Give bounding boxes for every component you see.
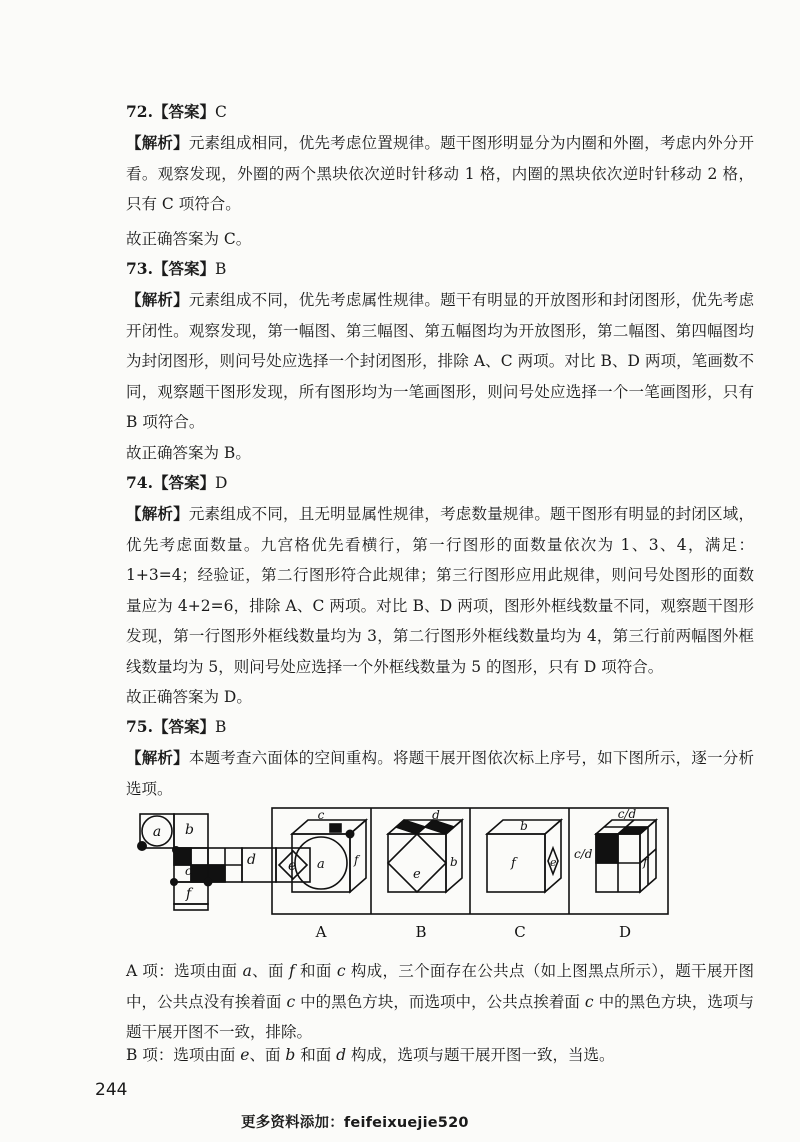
answer-letter: D bbox=[214, 474, 228, 492]
q74-analysis bbox=[95, 499, 754, 682]
net-label-d: d bbox=[247, 852, 256, 868]
option-a-top-label: c bbox=[317, 808, 325, 822]
q73-answer-line bbox=[95, 254, 754, 285]
text-run: 和面 bbox=[295, 1046, 337, 1064]
face-letter: b bbox=[285, 1046, 296, 1064]
cube-figure bbox=[130, 806, 670, 946]
answer-letter: B bbox=[214, 718, 227, 736]
net-label-f: f bbox=[186, 886, 192, 902]
q74-conclusion: 故正确答案为 D。 bbox=[126, 688, 252, 706]
option-b-analysis bbox=[95, 1040, 754, 1071]
answer-letter: B bbox=[214, 260, 227, 278]
option-c-front-label: f bbox=[511, 856, 516, 871]
option-b-side-label: b bbox=[450, 855, 458, 869]
answer-heading: 73.【答案】 bbox=[126, 259, 215, 278]
analysis-text: 元素组成不同，优先考虑属性规律。题干有明显的开放图形和封闭图形，优先考虑开闭性。观察发现，第一幅图、第三幅图、第五幅图均为开放图形，第二幅图、第四幅图均为封闭图形，则问号处应选择一个封闭图形，排除 A、C 两项。对比 B、D 两项，笔画数不同，观察题干图形发现，所有图形均为一笔画图形，则问号处应选择一个一笔画图形，只有 B 项符合。 bbox=[126, 291, 754, 431]
answer-heading: 74.【答案】 bbox=[126, 473, 215, 492]
option-a-side-label: f bbox=[354, 853, 359, 867]
text-run: 构成，选项与题干展开图一致，当选。 bbox=[346, 1046, 615, 1064]
answer-heading: 72.【答案】 bbox=[126, 102, 215, 121]
face-letter: c bbox=[286, 992, 296, 1011]
option-d-label: D bbox=[618, 923, 632, 941]
page-number: 244 bbox=[95, 1080, 128, 1100]
face-letter: d bbox=[336, 1046, 347, 1064]
net-label-b: b bbox=[185, 822, 194, 838]
option-b-black-square bbox=[396, 820, 425, 834]
text-run: 构成，三个面存在公共点（如上图黑点所示），题干展开图中，公共点没有挨着面 bbox=[126, 962, 754, 1011]
face-letter: c bbox=[584, 992, 594, 1011]
analysis-text: 元素组成不同，且无明显属性规律，考虑数量规律。题干图形有明显的封闭区域，优先考虑面数量。九宫格优先看横行，第一行图形的面数量依次为 1、3、4，满足：1+3=4；经验证，第二行图形符合此规律；第三行图形应用此规律，则问号处图形的面数量应为 4+2=6，排除 A、C 两项。对比 B、D 两项，图形外框线数量不同，观察题干图形发现，第一行图形外框线数量均为 3，第二行图形外框线数量均为 4，第三行前两幅图外框线数量均为 5，则问号处应选择一个外框线数量为 5 的图形，只有 D 项符合。 bbox=[126, 505, 754, 676]
text-run: A 项：选项由面 bbox=[126, 962, 243, 980]
net-label-c: c bbox=[185, 864, 192, 878]
analysis-text: 元素组成相同，优先考虑位置规律。题干图形明显分为内圈和外圈，考虑内外分开看。观察发现，外圈的两个黑块依次逆时针移动 1 格，内圈的黑块依次逆时针移动 2 格，只有 C 项符合。 bbox=[126, 134, 754, 213]
option-a-front-label: a bbox=[317, 857, 325, 872]
option-b-top-label: d bbox=[432, 808, 440, 822]
option-a-black-square bbox=[330, 824, 341, 832]
q72-analysis bbox=[95, 128, 754, 220]
answer-heading: 75.【答案】 bbox=[126, 717, 215, 736]
face-letter: a bbox=[242, 962, 252, 980]
option-b-black-square bbox=[425, 820, 454, 834]
analysis-heading: 【解析】 bbox=[126, 748, 189, 767]
q72-conclusion: 故正确答案为 C。 bbox=[126, 230, 252, 248]
analysis-heading: 【解析】 bbox=[126, 133, 189, 152]
footer-note: 更多资料添加：feifeixuejie520 bbox=[241, 1115, 469, 1131]
q74-answer-line bbox=[95, 468, 754, 499]
answer-letter: C bbox=[214, 103, 227, 121]
q73-conclusion: 故正确答案为 B。 bbox=[126, 444, 251, 462]
option-b-diamond bbox=[388, 834, 446, 892]
option-b-front-label: e bbox=[413, 867, 421, 882]
analysis-text: 本题考查六面体的空间重构。将题干展开图依次标上序号，如下图所示，逐一分析选项。 bbox=[126, 749, 754, 798]
text-run: 中的黑色方块，选项与题干展开图不一致，排除。 bbox=[126, 992, 754, 1041]
net-face-bottom bbox=[174, 904, 208, 910]
q73-analysis bbox=[95, 285, 754, 438]
option-d-top-label: c/d bbox=[617, 807, 637, 821]
option-c-label: C bbox=[514, 923, 526, 941]
q72-answer-line bbox=[95, 97, 754, 128]
net-label-a: a bbox=[152, 824, 162, 840]
face-letter: e bbox=[240, 1046, 250, 1064]
text-run: B 项：选项由面 bbox=[126, 1046, 241, 1064]
net-label-e: e bbox=[288, 858, 297, 874]
cube-figure-svg bbox=[130, 806, 670, 946]
text-run: 、面 bbox=[251, 962, 290, 980]
text-run: 、面 bbox=[249, 1046, 286, 1064]
option-b-label: B bbox=[415, 923, 427, 941]
q75-analysis bbox=[95, 743, 754, 804]
analysis-heading: 【解析】 bbox=[126, 504, 189, 523]
option-a-common-point bbox=[346, 830, 355, 839]
text-run: 和面 bbox=[294, 962, 337, 980]
text-run: 中的黑色方块，而选项中，公共点挨着面 bbox=[295, 992, 585, 1011]
face-letter: f bbox=[289, 962, 295, 980]
option-d-black-square bbox=[618, 827, 648, 834]
q75-answer-line bbox=[95, 712, 754, 743]
option-c-side-label: e bbox=[550, 856, 557, 869]
option-a-label: A bbox=[315, 923, 327, 941]
option-a-analysis bbox=[95, 956, 754, 1048]
option-d-side-label: f bbox=[643, 855, 648, 869]
option-d-black-square bbox=[596, 834, 618, 863]
analysis-heading: 【解析】 bbox=[126, 290, 189, 309]
cube-net bbox=[140, 814, 310, 910]
option-d-front-label: c/d bbox=[574, 847, 593, 861]
option-c-top-label: b bbox=[520, 819, 528, 833]
face-letter: c bbox=[336, 962, 346, 980]
